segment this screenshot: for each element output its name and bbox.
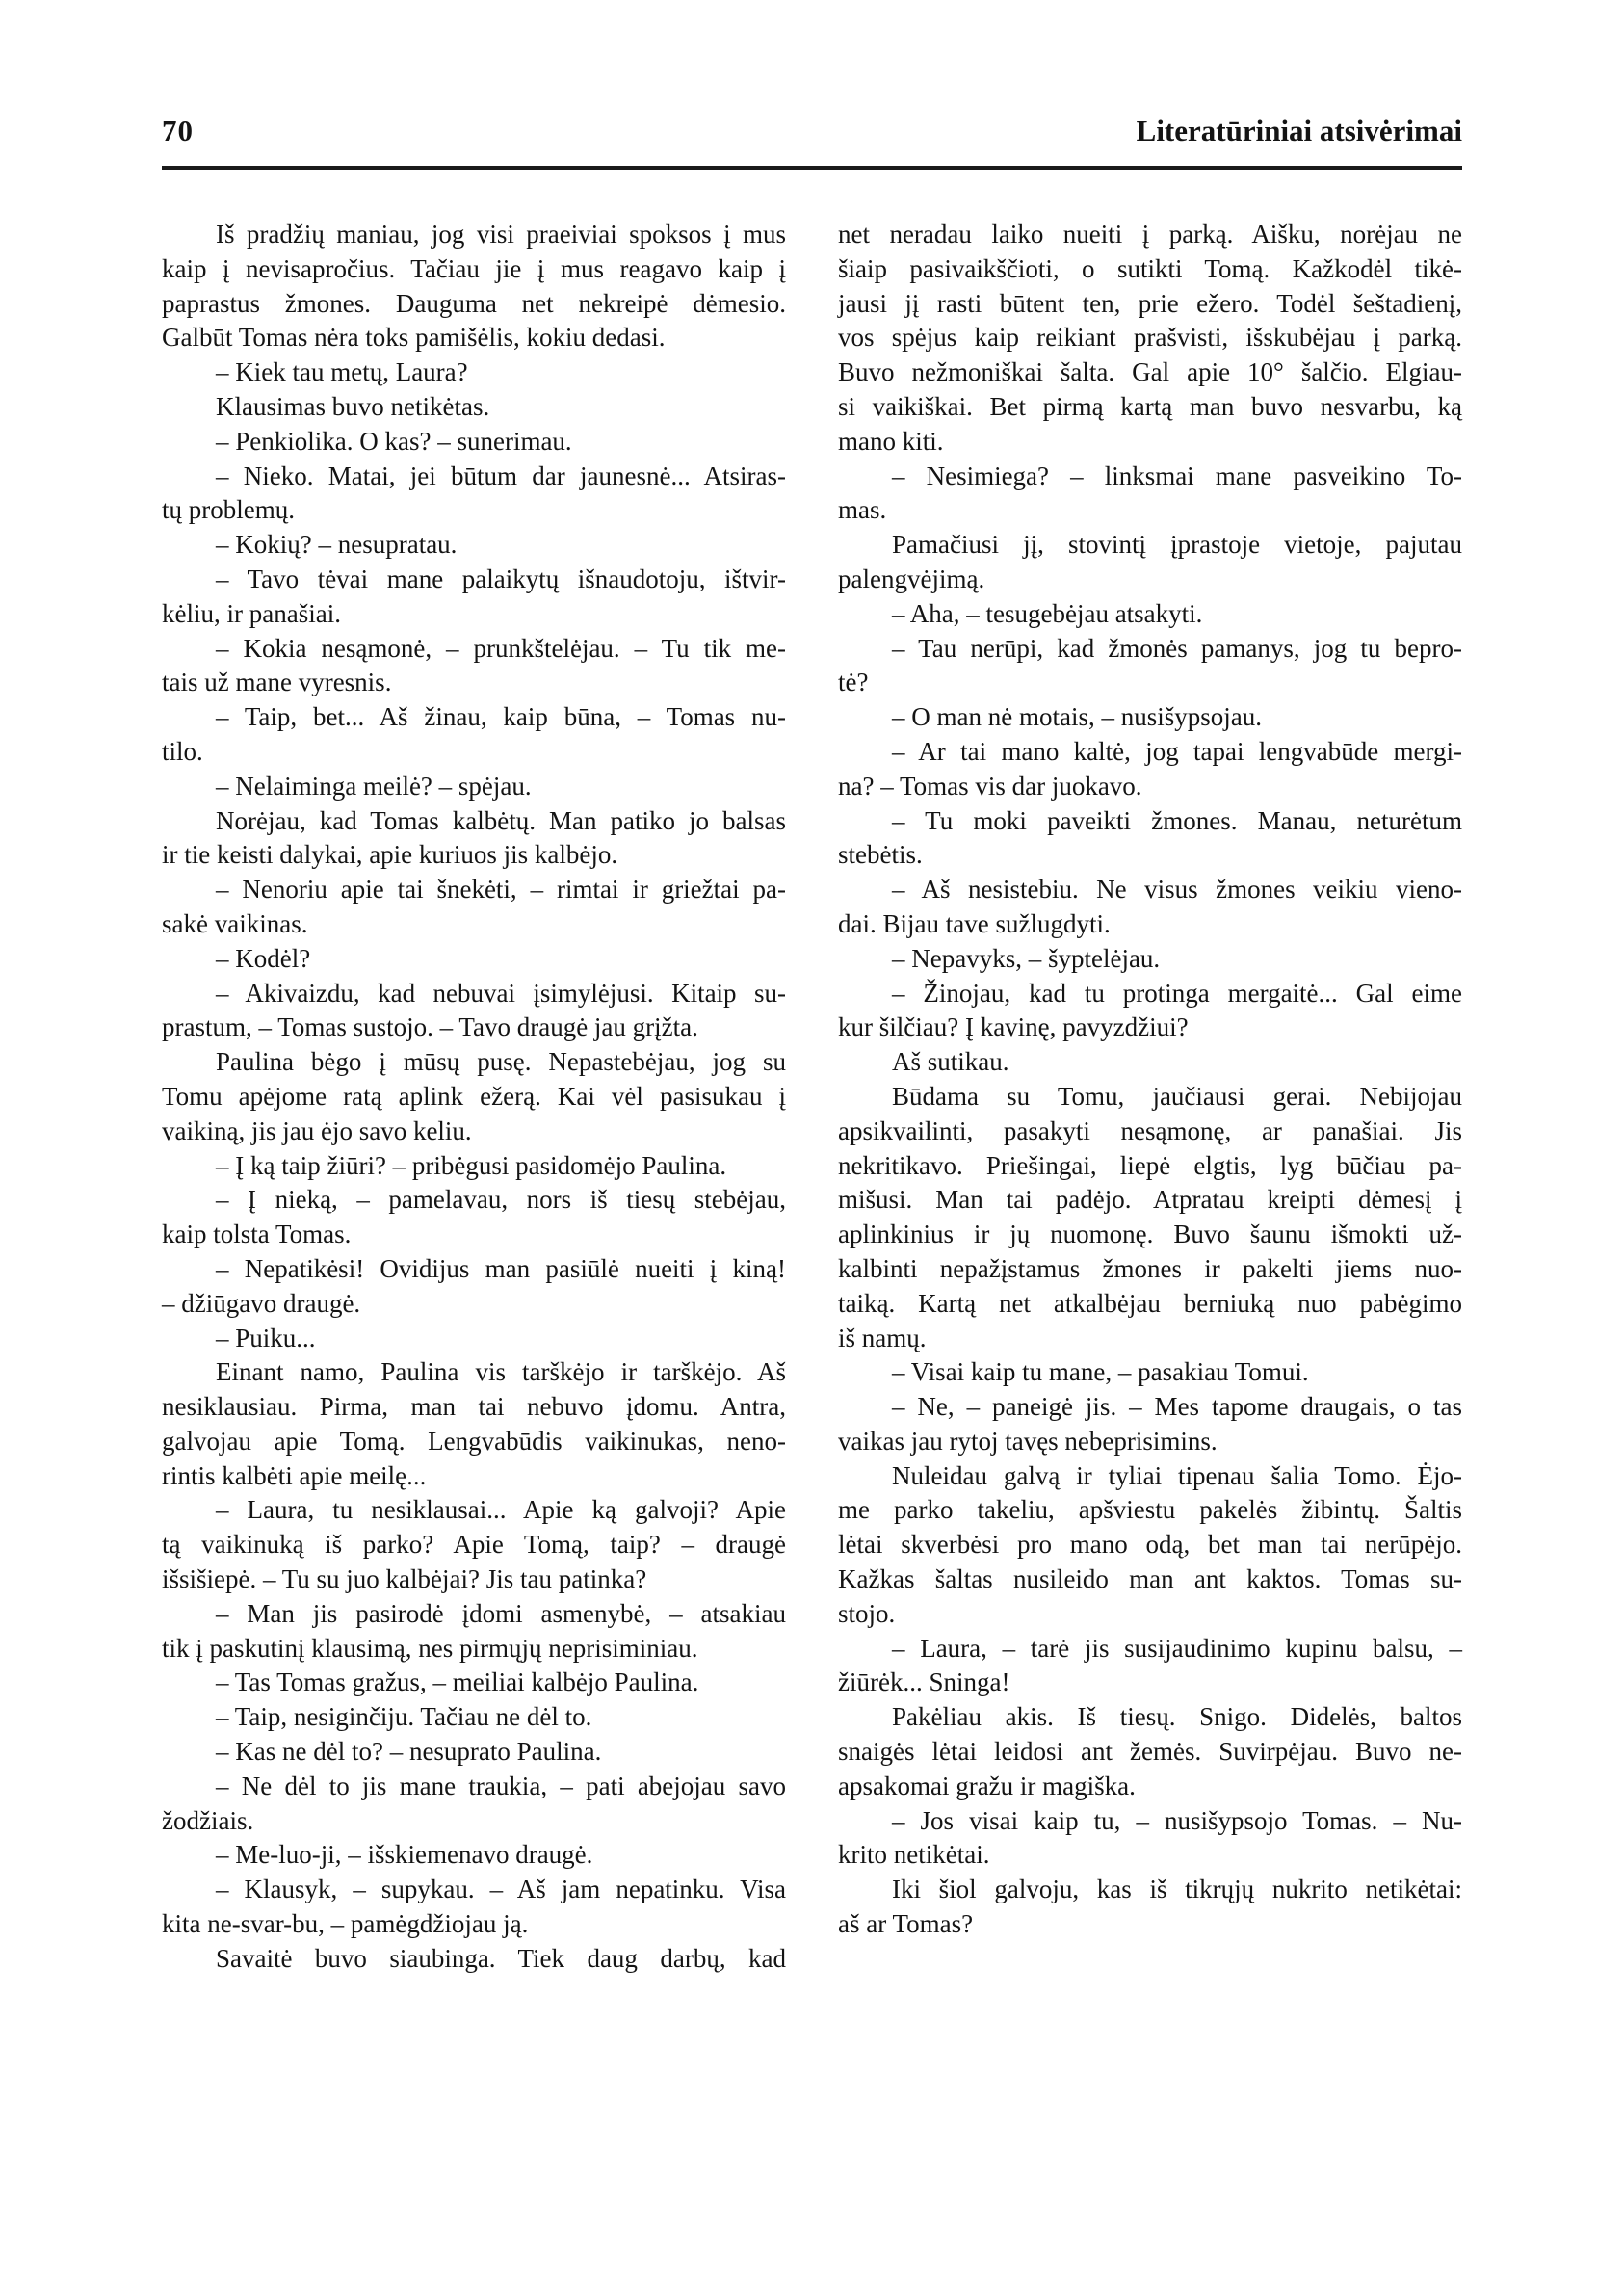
paragraph xyxy=(162,1252,786,1322)
paragraph xyxy=(838,459,1462,529)
text-line: Tomu apėjome ratą aplink ežerą. Kai vėl pasisukau į xyxy=(162,1081,786,1111)
text-line: kaip tolsta Tomas. xyxy=(162,1220,352,1249)
text-line: Norėjau, kad Tomas kalbėtų. Man patiko jo balsas xyxy=(216,805,786,835)
paragraph xyxy=(162,1770,786,1839)
text-line: – Į nieką, – pamelavau, nors iš tiesų stebėjau, xyxy=(216,1185,786,1215)
text-line: – Nepatikėsi! Ovidijus man pasiūlė nueiti į kiną! xyxy=(216,1253,786,1283)
text-line: – Taip, bet... Aš žinau, kaip būna, – Tomas nu- xyxy=(216,702,786,732)
text-line: Savaitė buvo siaubinga. Tiek daug darbų, kad xyxy=(216,1943,786,1973)
text-line: krito netikėtai. xyxy=(838,1840,990,1870)
text-line: vaikas jau rytoj tavęs nebeprisimins. xyxy=(838,1426,1218,1456)
page-number: 70 xyxy=(162,114,194,147)
paragraph xyxy=(838,1632,1462,1701)
text-line: Galbūt Tomas nėra toks pamišėlis, kokiu dedasi. xyxy=(162,323,666,353)
text-line: Einant namo, Paulina vis tarškėjo ir tarškėjo. Aš xyxy=(216,1357,786,1387)
text-line: Kažkas šaltas nusileido man ant kaktos. Tomas su- xyxy=(838,1564,1462,1594)
text-line: sakė vaikinas. xyxy=(162,908,308,938)
text-line: Iš pradžių maniau, jog visi praeiviai spoksos į mus xyxy=(216,220,786,249)
paragraph xyxy=(838,700,1462,735)
paragraph xyxy=(838,1459,1462,1632)
text-line: – Visai kaip tu mane, – pasakiau Tomui. xyxy=(892,1357,1309,1387)
paragraph xyxy=(162,977,786,1046)
paragraph xyxy=(838,1045,1462,1080)
text-line: Klausimas buvo netikėtas. xyxy=(216,391,490,421)
text-line: Iki šiol galvoju, kas iš tikrųjų nukrito netikėtai: xyxy=(892,1875,1462,1904)
text-line: palengvėjimą. xyxy=(838,564,985,593)
paragraph xyxy=(162,632,786,701)
paragraph xyxy=(162,1942,786,1977)
text-line: tą vaikinuką iš parko? Apie Tomą, taip? – draugė xyxy=(162,1530,786,1560)
text-line: – Taip, nesiginčiju. Tačiau ne dėl to. xyxy=(216,1702,592,1732)
paragraph xyxy=(162,218,786,355)
text-line: – Aš nesistebiu. Ne visus žmones veikiu vieno- xyxy=(892,875,1462,905)
paragraph xyxy=(162,1597,786,1667)
text-line: – Nelaiminga meilė? – spėjau. xyxy=(216,771,532,801)
text-line: – Nesimiega? – linksmai mane pasveikino To- xyxy=(892,460,1462,490)
text-line: apsakomai gražu ir magiška. xyxy=(838,1771,1136,1800)
text-line: kur šilčiau? Į kavinę, pavyzdžiui? xyxy=(838,1012,1189,1042)
text-line: tė? xyxy=(838,668,869,697)
paragraph xyxy=(162,1045,786,1148)
text-line: – Laura, – tarė jis susijaudinimo kupinu balsu, – xyxy=(892,1633,1462,1663)
text-line: – Nenoriu apie tai šnekėti, – rimtai ir griežtai pa- xyxy=(216,875,786,905)
text-line: – Me-luo-ji, – išskiemenavo draugė. xyxy=(216,1840,593,1870)
paragraph xyxy=(838,873,1462,942)
text-line: – Tas Tomas gražus, – meiliai kalbėjo Paulina. xyxy=(216,1667,699,1697)
text-line: kėliu, ir panašiai. xyxy=(162,598,341,628)
text-line: – Puiku... xyxy=(216,1323,316,1352)
text-line: si vaikiškai. Bet pirmą kartą man buvo nesvarbu, ką xyxy=(838,391,1462,421)
text-line: – Kas ne dėl to? – nesuprato Paulina. xyxy=(216,1737,602,1767)
paragraph xyxy=(838,218,1462,459)
text-line: – Jos visai kaip tu, – nusišypsojo Tomas. – Nu- xyxy=(892,1805,1462,1835)
paragraph xyxy=(162,873,786,942)
text-line: – Laura, tu nesiklausai... Apie ką galvoji? Apie xyxy=(216,1495,786,1525)
text-line: – Žinojau, kad tu protinga mergaitė... Gal eime xyxy=(892,978,1462,1008)
text-columns xyxy=(162,218,1462,1977)
running-head: Literatūriniai atsivėrimai xyxy=(1136,114,1462,147)
paragraph xyxy=(838,942,1462,977)
text-line: žodžiais. xyxy=(162,1805,254,1835)
paragraph xyxy=(162,1735,786,1770)
text-line: kita ne-svar-bu, – pamėgdžiojau ją. xyxy=(162,1909,529,1939)
paragraph xyxy=(162,1666,786,1700)
text-line: – Akivaizdu, kad nebuvai įsimylėjusi. Kitaip su- xyxy=(216,978,786,1008)
text-line: tais už mane vyresnis. xyxy=(162,668,392,697)
paragraph xyxy=(162,700,786,770)
text-line: dai. Bijau tave sužlugdyti. xyxy=(838,908,1111,938)
paragraph xyxy=(162,804,786,874)
text-line: Buvo nežmoniškai šalta. Gal apie 10° šalčio. Elgiau- xyxy=(838,357,1462,387)
text-line: Paulina bėgo į mūsų pusę. Nepastebėjau, jog su xyxy=(216,1047,786,1077)
paragraph xyxy=(162,563,786,632)
text-line: – Į ką taip žiūri? – pribėgusi pasidomėjo Paulina. xyxy=(216,1150,727,1180)
text-line: snaigės lėtai leidosi ant žemės. Suvirpėjau. Buvo ne- xyxy=(838,1737,1462,1767)
paragraph xyxy=(838,735,1462,804)
text-line: lėtai skverbėsi pro mano odą, bet man tai nerūpėjo. xyxy=(838,1530,1462,1560)
paragraph xyxy=(162,1873,786,1942)
paragraph xyxy=(838,977,1462,1046)
paragraph xyxy=(162,1838,786,1873)
paragraph xyxy=(162,1700,786,1735)
paragraph xyxy=(838,632,1462,701)
text-line: – Tu moki paveikti žmones. Manau, neturėtum xyxy=(892,805,1462,835)
text-line: – Penkiolika. O kas? – sunerimau. xyxy=(216,426,572,456)
paragraph xyxy=(162,425,786,459)
paragraph xyxy=(838,804,1462,874)
text-line: paprastus žmones. Dauguma net nekreipė dėmesio. xyxy=(162,288,786,318)
text-line: – Kodėl? xyxy=(216,943,311,973)
right-column xyxy=(838,218,1462,1977)
text-line: aš ar Tomas? xyxy=(838,1909,974,1939)
text-line: prastum, – Tomas sustojo. – Tavo draugė jau grįžta. xyxy=(162,1012,698,1042)
text-line: stebėtis. xyxy=(838,840,923,870)
text-line: nekritikavo. Priešingai, liepė elgtis, lyg būčiau pa- xyxy=(838,1150,1462,1180)
text-line: šiaip pasivaikščioti, o sutikti Tomą. Kažkodėl tikė- xyxy=(838,253,1462,283)
text-line: na? – Tomas vis dar juokavo. xyxy=(838,771,1142,801)
text-line: – Tau nerūpi, kad žmonės pamanys, jog tu bepro- xyxy=(892,633,1462,663)
text-line: – Kokių? – nesupratau. xyxy=(216,530,458,560)
text-line: – Man jis pasirodė įdomi asmenybė, – atsakiau xyxy=(216,1598,786,1628)
paragraph xyxy=(838,1390,1462,1459)
paragraph xyxy=(838,1355,1462,1390)
paragraph xyxy=(838,1804,1462,1874)
text-line: mišusi. Man tai padėjo. Atpratau kreipti dėmesį į xyxy=(838,1185,1462,1215)
text-line: me parko takeliu, apšviestu pakelės žibintų. Šaltis xyxy=(838,1495,1462,1525)
text-line: kaip į nevisapročius. Tačiau jie į mus reagavo kaip į xyxy=(162,253,786,283)
paragraph xyxy=(838,1700,1462,1803)
text-line: – Klausyk, – supykau. – Aš jam nepatinku. Visa xyxy=(216,1875,786,1904)
paragraph xyxy=(162,390,786,425)
text-line: taiką. Kartą net atkalbėjau berniuką nuo pabėgimo xyxy=(838,1288,1462,1318)
page-header xyxy=(162,114,1462,148)
paragraph xyxy=(162,528,786,563)
text-line: rintis kalbėti apie meilę... xyxy=(162,1460,427,1490)
paragraph xyxy=(162,459,786,529)
text-line: tik į paskutinį klausimą, nes pirmųjų neprisiminiau. xyxy=(162,1633,698,1663)
text-line: – Kokia nesąmonė, – prunkštelėjau. – Tu tik me- xyxy=(216,633,786,663)
text-line: – Ar tai mano kaltė, jog tapai lengvabūde mergi- xyxy=(892,736,1462,766)
paragraph xyxy=(838,1080,1462,1355)
text-line: galvojau apie Tomą. Lengvabūdis vaikinukas, neno- xyxy=(162,1426,786,1456)
text-line: ir tie keisti dalykai, apie kuriuos jis kalbėjo. xyxy=(162,840,618,870)
paragraph xyxy=(162,1149,786,1184)
paragraph xyxy=(162,1355,786,1493)
text-line: Aš sutikau. xyxy=(892,1047,1009,1077)
paragraph xyxy=(838,597,1462,632)
text-line: kalbinti nepažįstamus žmones ir pakelti jiems nuo- xyxy=(838,1253,1462,1283)
paragraph xyxy=(162,942,786,977)
paragraph xyxy=(838,528,1462,597)
text-line: Nuleidau galvą ir tyliai tipenau šalia Tomo. Ėjo- xyxy=(892,1460,1462,1490)
text-line: – Ne, – paneigė jis. – Mes tapome draugais, o tas xyxy=(892,1392,1462,1422)
text-line: Pakėliau akis. Iš tiesų. Snigo. Didelės, baltos xyxy=(892,1702,1462,1732)
text-line: stojo. xyxy=(838,1598,896,1628)
text-line: – Ne dėl to jis mane traukia, – pati abejojau savo xyxy=(216,1771,786,1800)
text-line: apsikvailinti, pasakyti nesąmonę, ar panašiai. Jis xyxy=(838,1116,1462,1145)
text-line: net neradau laiko nueiti į parką. Aišku, norėjau ne xyxy=(838,220,1462,249)
text-line: išsišiepė. – Tu su juo kalbėjai? Jis tau patinka? xyxy=(162,1564,647,1594)
text-line: – Aha, – tesugebėjau atsakyti. xyxy=(892,598,1203,628)
text-line: nesiklausiau. Pirma, man tai nebuvo įdomu. Antra, xyxy=(162,1392,786,1422)
paragraph xyxy=(162,1493,786,1596)
text-line: mas. xyxy=(838,495,887,525)
text-line: Būdama su Tomu, jaučiausi gerai. Nebijojau xyxy=(892,1081,1462,1111)
paragraph xyxy=(838,1873,1462,1942)
paragraph xyxy=(162,355,786,390)
header-rule xyxy=(162,166,1462,170)
text-line: vos spėjus kaip reikiant prašvisti, išskubėjau į parką. xyxy=(838,323,1462,353)
text-line: iš namų. xyxy=(838,1323,927,1352)
paragraph xyxy=(162,1322,786,1356)
text-line: tilo. xyxy=(162,736,203,766)
text-line: Pamačiusi jį, stovintį įprastoje vietoje, pajutau xyxy=(892,530,1462,560)
text-line: vaikiną, jis jau ėjo savo keliu. xyxy=(162,1116,472,1145)
text-line: tų problemų. xyxy=(162,495,295,525)
text-line: žiūrėk... Sninga! xyxy=(838,1667,1010,1697)
left-column xyxy=(162,218,786,1977)
text-line: – Nepavyks, – šyptelėjau. xyxy=(892,943,1161,973)
text-line: aplinkinius ir jų nuomonę. Buvo šaunu išmokti už- xyxy=(838,1220,1462,1249)
text-line: – Nieko. Matai, jei būtum dar jaunesnė... Atsiras- xyxy=(216,460,786,490)
text-line: mano kiti. xyxy=(838,426,944,456)
paragraph xyxy=(162,1183,786,1252)
text-line: – Kiek tau metų, Laura? xyxy=(216,357,468,387)
paragraph xyxy=(162,770,786,804)
text-line: jausi jį rasti būtent ten, prie ežero. Todėl šeštadienį, xyxy=(838,288,1462,318)
text-line: – Tavo tėvai mane palaikytų išnaudotoju, ištvir- xyxy=(216,564,786,593)
text-line: – O man nė motais, – nusišypsojau. xyxy=(892,702,1262,732)
text-line: – džiūgavo draugė. xyxy=(162,1288,361,1318)
